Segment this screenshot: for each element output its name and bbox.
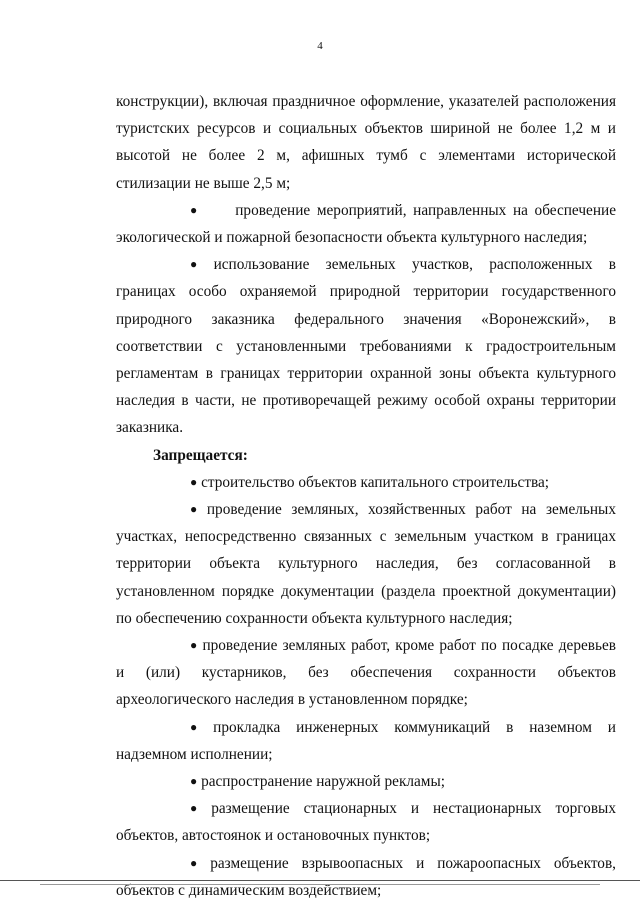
list-item — [116, 496, 616, 632]
document-body — [116, 88, 616, 904]
list-item-text: проведение земляных работ, кроме работ по посадке деревьев и (или) кустарников, без обеспечения сохранности объектов археологического наследия в установленном порядке; — [116, 637, 616, 709]
scan-edge-line — [0, 880, 640, 881]
bullet-icon: ● — [190, 719, 198, 734]
paragraph-continuation: конструкции), включая праздничное оформление, указателей расположения туристских ресурсов и социальных объектов шириной не более 1,2 м и высотой не более 2 м, афишных тумб с элементами исторической стилизации не выше 2,5 м; — [116, 93, 616, 192]
bullet-icon: ● — [190, 801, 198, 816]
list-item — [116, 850, 616, 904]
section-heading: Запрещается: — [153, 446, 248, 464]
list-item-text: проведение мероприятий, направленных на обеспечение экологической и пожарной безопасности объекта культурного наследия; — [116, 201, 616, 247]
bullet-icon: ● — [190, 502, 198, 517]
list-item-text: использование земельных участков, расположенных в границах особо охраняемой природной территории государственного природного заказника федерального значения «Воронежский», в соответствии с установленными требованиями к градостроительным регламентам в границах территории охранной зоны объекта культурного наследия в части, не противоречащей режиму особой охраны территории заказника. — [116, 256, 616, 437]
bullet-icon: ● — [190, 638, 198, 653]
list-item — [116, 768, 616, 795]
bullet-icon: ● — [190, 257, 198, 272]
list-item — [116, 632, 616, 714]
list-item-text: проведение земляных, хозяйственных работ на земельных участках, непосредственно связанных с земельным участком в границах территории объекта культурного наследия, без согласованной в установленном порядке документации (раздела проектной документации) по обеспечению сохранности объекта культурного наследия; — [116, 501, 616, 627]
bullet-icon: ● — [190, 474, 198, 489]
list-item — [116, 469, 616, 496]
list-item — [116, 795, 616, 849]
list-item-text: размещение стационарных и нестационарных торговых объектов, автостоянок и остановочных пунктов; — [116, 800, 616, 845]
page-number: 4 — [317, 40, 323, 52]
list-item-text: распространение наружной рекламы; — [201, 773, 446, 791]
scan-edge-line — [40, 884, 600, 885]
list-item-text: прокладка инженерных коммуникаций в наземном и надземном исполнении; — [116, 718, 616, 763]
list-item-text: строительство объектов капитального строительства; — [201, 473, 550, 491]
list-item-text: размещение взрывоопасных и пожароопасных объектов, объектов с динамическим воздействием; — [116, 854, 616, 899]
bullet-icon: ● — [190, 855, 198, 870]
bullet-icon: ● — [190, 202, 198, 217]
list-item — [116, 197, 616, 251]
bullet-icon: ● — [190, 774, 198, 789]
list-item — [116, 714, 616, 768]
list-item — [116, 251, 616, 441]
